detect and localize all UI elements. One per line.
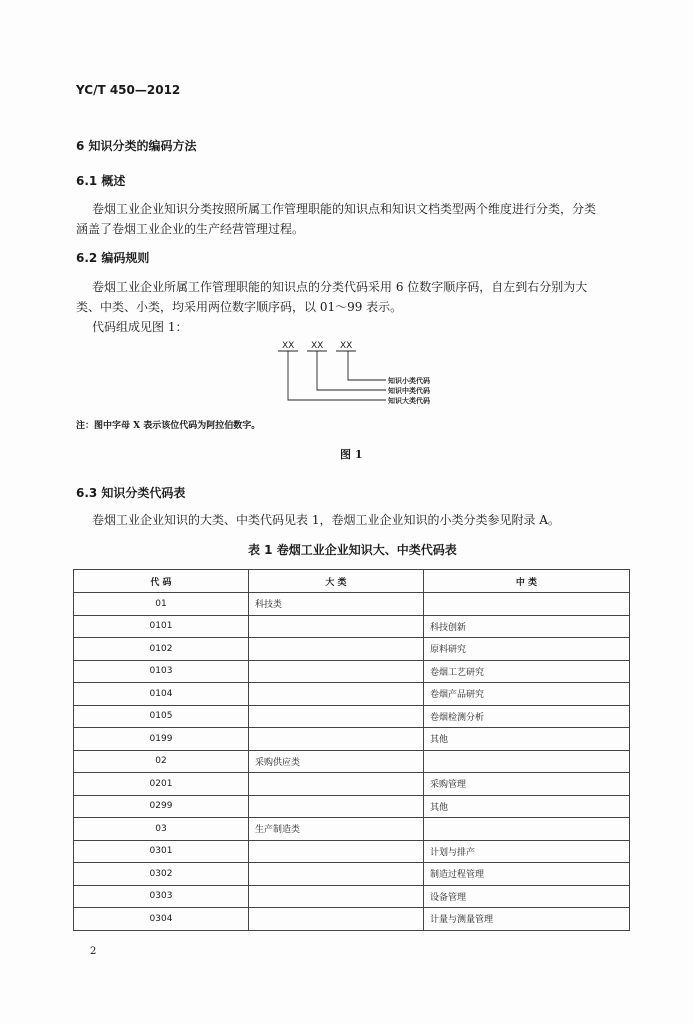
cell-middle-category: 原料研究: [424, 638, 630, 661]
cell-middle-category: 科技创新: [424, 615, 630, 638]
cell-middle-category: [424, 818, 630, 841]
section-6-3-heading: 6.3 知识分类代码表: [76, 486, 186, 500]
table-row: [74, 660, 630, 683]
table-row: [74, 795, 630, 818]
cell-major-category: [249, 705, 424, 728]
figure-label-big: 知识大类代码: [388, 397, 430, 405]
cell-major-category: [249, 773, 424, 796]
cell-major-category: [249, 660, 424, 683]
section-6-3-para: 卷烟工业企业知识的大类、中类代码见表 1，卷烟工业企业知识的小类分类参见附录 A。: [92, 513, 560, 527]
figure-code-3: XX: [340, 341, 353, 351]
cell-middle-category: 计量与测量管理: [424, 908, 630, 931]
cell-middle-category: 卷烟工艺研究: [424, 660, 630, 683]
cell-major-category: [249, 728, 424, 751]
figure-code-1: XX: [282, 341, 295, 351]
cell-middle-category: 采购管理: [424, 773, 630, 796]
cell-code: 0104: [74, 683, 249, 706]
cell-code: 0102: [74, 638, 249, 661]
cell-code: 0303: [74, 885, 249, 908]
cell-middle-category: 计划与排产: [424, 840, 630, 863]
figure-caption: 图 1: [340, 448, 363, 461]
section-6-2-para-line-2: 类、中类、小类，均采用两位数字顺序码，以 01～99 表示。: [76, 300, 403, 314]
table-row: [74, 885, 630, 908]
section-6-1-heading: 6.1 概述: [76, 174, 126, 188]
table-row: [74, 863, 630, 886]
cell-middle-category: 卷烟产品研究: [424, 683, 630, 706]
header-code: 代 码: [74, 570, 249, 593]
cell-major-category: [249, 908, 424, 931]
table-row: [74, 818, 630, 841]
cell-code: 0304: [74, 908, 249, 931]
table-row: [74, 728, 630, 751]
cell-middle-category: [424, 750, 630, 773]
table-row: [74, 638, 630, 661]
cell-code: 0301: [74, 840, 249, 863]
cell-code: 0201: [74, 773, 249, 796]
section-6-1-para-line-2: 涵盖了卷烟工业企业的生产经营管理过程。: [76, 222, 305, 236]
cell-code: 03: [74, 818, 249, 841]
cell-code: 0299: [74, 795, 249, 818]
table-row: [74, 840, 630, 863]
figure-code-2: XX: [311, 341, 324, 351]
header-middle-category: 中 类: [424, 570, 630, 593]
section-6-heading: 6 知识分类的编码方法: [76, 139, 197, 153]
cell-major-category: 科技类: [249, 593, 424, 616]
section-6-2-heading: 6.2 编码规则: [76, 251, 150, 265]
cell-middle-category: [424, 593, 630, 616]
table-row: [74, 615, 630, 638]
figure-label-middle: 知识中类代码: [388, 387, 430, 395]
cell-code: 02: [74, 750, 249, 773]
figure-label-small: 知识小类代码: [388, 377, 430, 385]
section-6-1-para-line-1: 卷烟工业企业知识分类按照所属工作管理职能的知识点和知识文档类型两个维度进行分类，分类: [92, 202, 597, 216]
cell-major-category: [249, 840, 424, 863]
cell-middle-category: 卷烟检测分析: [424, 705, 630, 728]
cell-code: 01: [74, 593, 249, 616]
section-6-2-para-line-1: 卷烟工业企业所属工作管理职能的知识点的分类代码采用 6 位数字顺序码，自左到右分别为大: [92, 280, 588, 294]
table-row: [74, 705, 630, 728]
cell-code: 0199: [74, 728, 249, 751]
cell-code: 0101: [74, 615, 249, 638]
knowledge-code-table: [73, 569, 630, 931]
cell-middle-category: 设备管理: [424, 885, 630, 908]
cell-code: 0302: [74, 863, 249, 886]
code-structure-figure: [270, 338, 470, 413]
table-row: [74, 683, 630, 706]
table-row: [74, 750, 630, 773]
figure-note: 注：图中字母 X 表示该位代码为阿拉伯数字。: [76, 421, 261, 431]
standard-code: YC/T 450—2012: [76, 83, 181, 97]
cell-major-category: [249, 615, 424, 638]
section-6-2-para-line-3: 代码组成见图 1：: [92, 320, 188, 334]
cell-code: 0103: [74, 660, 249, 683]
cell-middle-category: 制造过程管理: [424, 863, 630, 886]
cell-major-category: [249, 863, 424, 886]
table-row: [74, 908, 630, 931]
header-major-category: 大 类: [249, 570, 424, 593]
cell-major-category: [249, 795, 424, 818]
cell-code: 0105: [74, 705, 249, 728]
cell-middle-category: 其他: [424, 728, 630, 751]
cell-major-category: [249, 638, 424, 661]
table-header-row: [74, 570, 630, 593]
table-row: [74, 773, 630, 796]
cell-major-category: [249, 885, 424, 908]
table-1-caption: 表 1 卷烟工业企业知识大、中类代码表: [248, 543, 457, 557]
table-row: [74, 593, 630, 616]
cell-major-category: 采购供应类: [249, 750, 424, 773]
cell-major-category: [249, 683, 424, 706]
page-number: 2: [90, 946, 97, 957]
cell-major-category: 生产制造类: [249, 818, 424, 841]
cell-middle-category: 其他: [424, 795, 630, 818]
